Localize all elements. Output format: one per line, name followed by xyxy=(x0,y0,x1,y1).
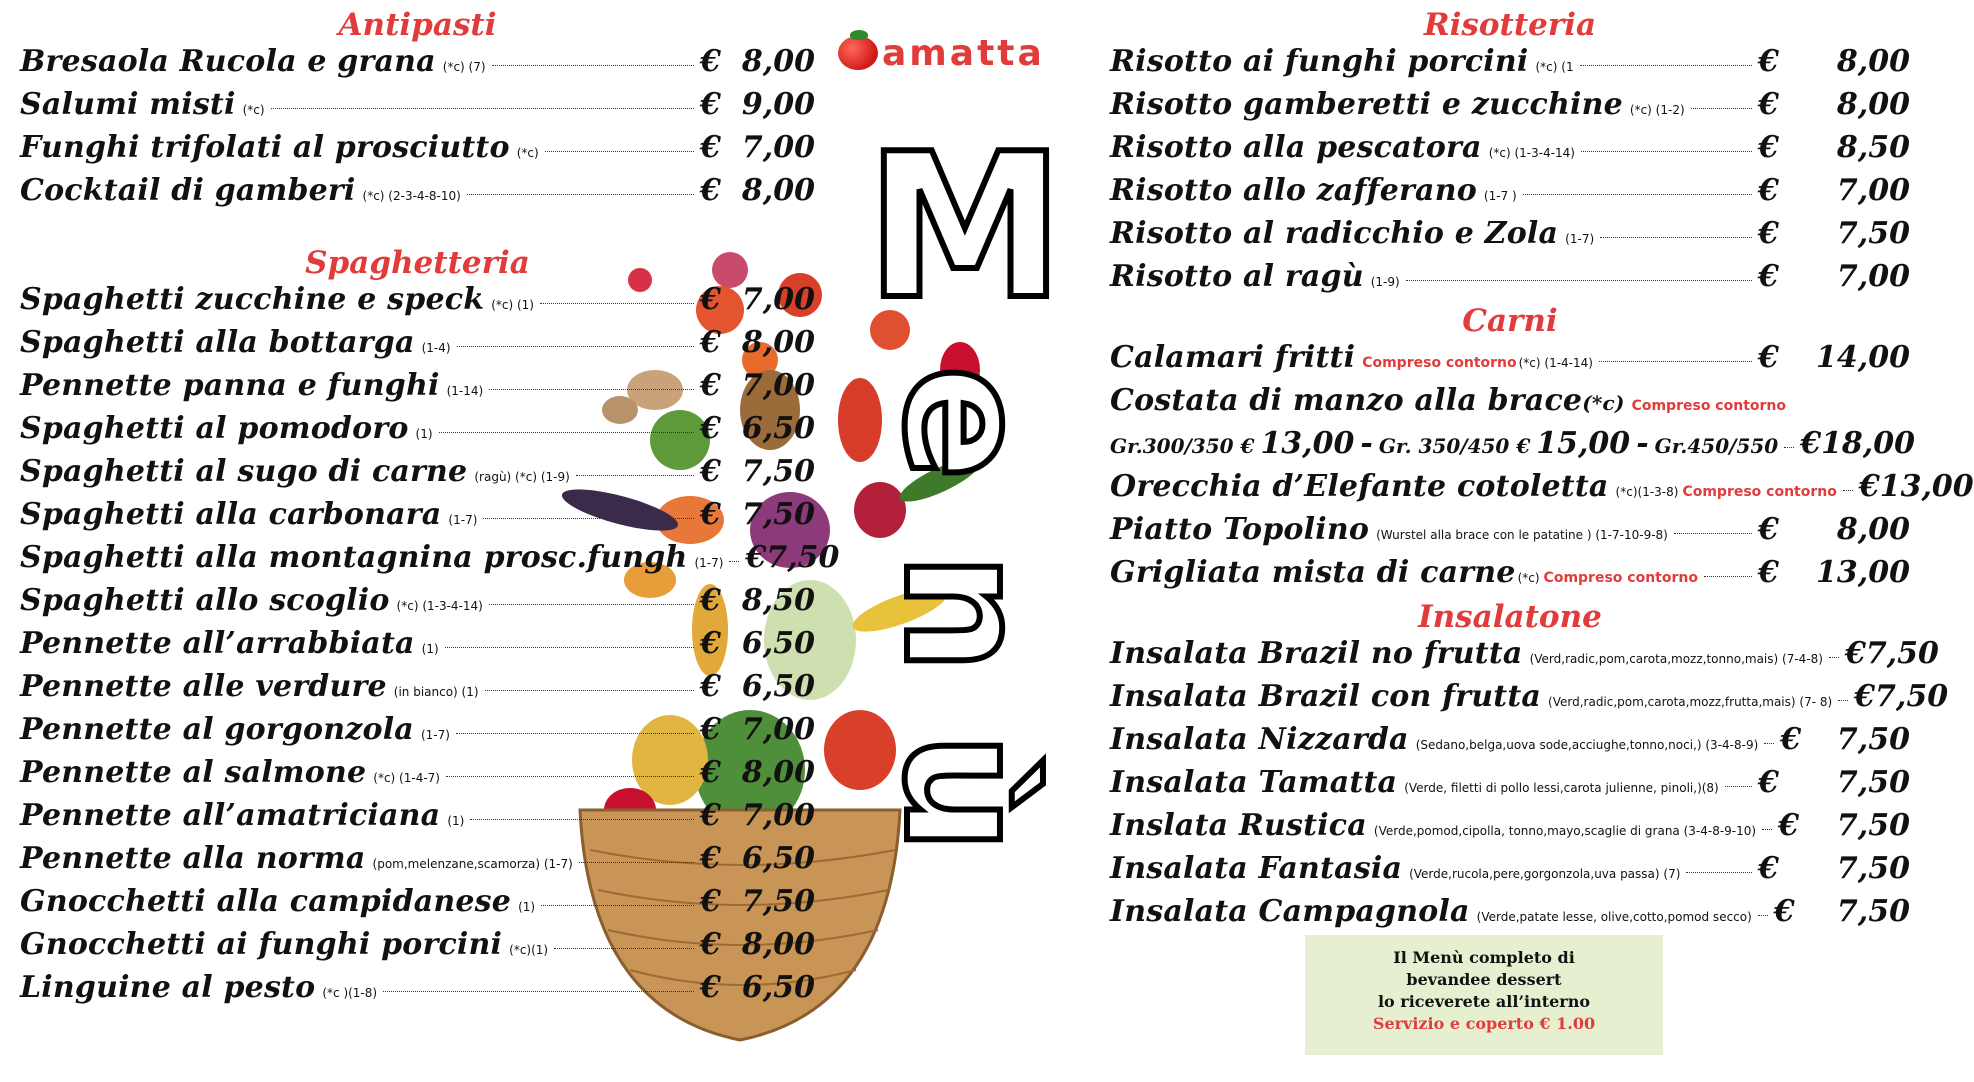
item-price: 6,50 xyxy=(741,626,815,661)
menu-letter: M xyxy=(865,111,1065,344)
dot-leader xyxy=(1406,280,1752,281)
dot-leader xyxy=(1580,65,1752,66)
menu-item xyxy=(1110,679,1949,722)
dot-leader xyxy=(579,862,694,863)
item-note: (*c) (1 xyxy=(1535,60,1574,74)
item-name: Risotto gamberetti e zucchine xyxy=(1110,87,1623,122)
item-note: (*c) (1-3-4-14) xyxy=(1488,146,1575,160)
insalatone-title: Insalatone xyxy=(1418,599,1602,635)
item-red-note: Compreso contorno xyxy=(1682,484,1837,500)
item-price: 18,00 xyxy=(1821,426,1916,461)
item-price: 8,50 xyxy=(741,583,815,618)
item-price: 7,50 xyxy=(741,497,815,532)
item-note: (Verde,pomod,cipolla, tonno,mayo,scaglie di grana (3-4-8-9-10) xyxy=(1373,824,1757,838)
dot-leader xyxy=(1725,786,1752,787)
item-price: 7,50 xyxy=(1875,679,1949,714)
antipasti-list xyxy=(20,44,815,216)
menu-item xyxy=(20,626,815,669)
dot-leader xyxy=(545,151,694,152)
item-currency: € xyxy=(700,173,721,208)
item-note: (Wurstel alla brace con le patatine ) (1-7-10-9-8) xyxy=(1376,528,1668,542)
item-currency: € xyxy=(1758,173,1779,208)
item-name: Insalata Tamatta xyxy=(1110,765,1398,800)
item-currency: € xyxy=(700,884,721,919)
item-note: (1) xyxy=(447,814,465,828)
item-price: 8,00 xyxy=(741,173,815,208)
size-3-label: Gr.450/550 xyxy=(1654,434,1779,458)
dot-leader xyxy=(271,108,694,109)
dot-leader xyxy=(470,819,694,820)
menu-item xyxy=(20,927,815,970)
tomato-icon xyxy=(838,36,878,70)
right-column xyxy=(1110,6,1974,937)
dot-leader xyxy=(1523,194,1752,195)
item-note: (Verde,rucola,pere,gorgonzola,uva passa) (7) xyxy=(1409,867,1681,881)
item-price: 8,00 xyxy=(1836,44,1910,79)
item-note: (Verde,patate lesse, olive,cotto,pomod secco) xyxy=(1476,910,1752,924)
menu-item xyxy=(1110,130,1910,173)
item-name: Spaghetti alla carbonara xyxy=(20,497,442,532)
item-red-note: Compreso contorno xyxy=(1543,570,1698,586)
menu-item xyxy=(20,87,815,130)
item-note: (1-9) xyxy=(1370,275,1400,289)
item-name: Spaghetti al sugo di carne xyxy=(20,454,468,489)
menu-item xyxy=(20,583,815,626)
menu-item xyxy=(1110,173,1910,216)
item-currency: € xyxy=(1758,851,1779,886)
menu-item xyxy=(1110,765,1910,808)
menu-item xyxy=(20,130,815,173)
item-price: 7,00 xyxy=(741,368,815,403)
item-name: Funghi trifolati al prosciutto xyxy=(20,130,510,165)
item-note: (*c)(1-3-8) xyxy=(1615,485,1679,499)
item-price: 7,50 xyxy=(1836,894,1910,929)
item-name: Insalata Nizzarda xyxy=(1110,722,1409,757)
item-name: Pennette all’arrabbiata xyxy=(20,626,415,661)
dot-leader xyxy=(1762,829,1772,830)
item-name: Risotto allo zafferano xyxy=(1110,173,1477,208)
menu-item xyxy=(20,282,815,325)
item-currency: € xyxy=(700,282,721,317)
item-note: (*c) (1) xyxy=(491,298,534,312)
item-price: 7,50 xyxy=(741,454,815,489)
dot-leader xyxy=(1704,576,1752,577)
service-charge: Servizio e coperto € 1.00 xyxy=(1372,1014,1596,1033)
item-note: (in bianco) (1) xyxy=(393,685,479,699)
item-note: (1) xyxy=(518,900,536,914)
item-note: (Sedano,belga,uova sode,acciughe,tonno,noci,) (3-4-8-9) xyxy=(1415,738,1759,752)
item-name: Calamari fritti xyxy=(1110,340,1356,375)
menu-item xyxy=(20,325,815,368)
item-currency: € xyxy=(700,669,721,704)
info-line: lo riceverete all’interno xyxy=(1377,992,1591,1011)
item-currency: € xyxy=(700,325,721,360)
menu-item xyxy=(20,798,815,841)
menu-item xyxy=(20,884,815,927)
item-name: Risotto al radicchio e Zola xyxy=(1110,216,1559,251)
item-name: Costata di manzo alla brace xyxy=(1110,383,1583,418)
item-note: (1-4) xyxy=(421,341,451,355)
item-price: 8,00 xyxy=(1836,87,1910,122)
item-currency: € xyxy=(700,454,721,489)
menu-letter: ù xyxy=(866,732,1064,854)
item-note: (1-7) xyxy=(448,513,478,527)
menu-item xyxy=(1110,469,1974,512)
dot-leader xyxy=(467,194,694,195)
item-price: 6,50 xyxy=(741,841,815,876)
spaghetteria-list xyxy=(20,282,840,1013)
item-name: Gnocchetti alla campidanese xyxy=(20,884,512,919)
item-currency: € xyxy=(700,970,721,1005)
item-note: (*c )(1-8) xyxy=(322,986,378,1000)
item-note: (pom,melenzane,scamorza) (1-7) xyxy=(372,857,573,871)
dot-leader xyxy=(729,561,739,562)
item-note: (ragù) (*c) (1-9) xyxy=(474,470,570,484)
menu-item xyxy=(1110,383,1910,426)
item-currency: € xyxy=(1758,512,1779,547)
antipasti-title: Antipasti xyxy=(338,7,497,43)
menu-item xyxy=(1110,44,1910,87)
item-price: 8,00 xyxy=(1836,512,1910,547)
menu-item xyxy=(20,841,815,884)
dot-leader xyxy=(1758,915,1768,916)
item-currency: € xyxy=(1758,216,1779,251)
dot-leader xyxy=(540,303,694,304)
item-note: (*c) (7) xyxy=(442,60,486,74)
menu-item xyxy=(20,411,815,454)
spaghetteria-title: Spaghetteria xyxy=(305,245,530,281)
item-currency: € xyxy=(700,368,721,403)
risotteria-list xyxy=(1110,44,1910,302)
item-note: (1-7 ) xyxy=(1483,189,1517,203)
item-currency: € xyxy=(1758,130,1779,165)
item-name: Bresaola Rucola e grana xyxy=(20,44,436,79)
size-1-label: Gr.300/350 € xyxy=(1110,434,1255,458)
item-price: 7,50 xyxy=(766,540,840,575)
item-note: (1-7) xyxy=(420,728,450,742)
item-price: 7,50 xyxy=(1836,216,1910,251)
item-note: (*c) xyxy=(1582,391,1625,415)
menu-item xyxy=(1110,808,1910,851)
size-separator: - xyxy=(1636,426,1649,461)
size-separator: - xyxy=(1360,426,1373,461)
item-name: Pennette panna e funghi xyxy=(20,368,440,403)
item-note: (*c) (2-3-4-8-10) xyxy=(362,189,461,203)
item-price: 6,50 xyxy=(741,970,815,1005)
insalatone-list xyxy=(1110,636,1949,937)
item-currency: € xyxy=(1758,87,1779,122)
menu-item xyxy=(1110,894,1910,937)
menu-item xyxy=(20,970,815,1013)
item-red-note: Compreso contorno xyxy=(1631,398,1786,414)
item-note: (1-7) xyxy=(1565,232,1595,246)
item-name: Pennette alle verdure xyxy=(20,669,387,704)
item-note: (*c) (1-3-4-14) xyxy=(396,599,483,613)
menu-item xyxy=(20,540,840,583)
item-currency: € xyxy=(700,626,721,661)
dot-leader xyxy=(439,432,694,433)
dot-leader xyxy=(489,604,694,605)
item-currency: € xyxy=(1758,555,1779,590)
item-price: 9,00 xyxy=(741,87,815,122)
item-name: Piatto Topolino xyxy=(1110,512,1370,547)
item-note: (*c) xyxy=(242,103,265,117)
dot-leader xyxy=(489,389,694,390)
item-currency: € xyxy=(1800,426,1822,461)
item-currency: € xyxy=(700,87,721,122)
dot-leader xyxy=(1829,657,1839,658)
item-name: Spaghetti zucchine e speck xyxy=(20,282,485,317)
item-price: 7,00 xyxy=(1836,173,1910,208)
item-price: 14,00 xyxy=(1816,340,1910,375)
menu-item xyxy=(20,755,815,798)
item-note: (*c)(1) xyxy=(509,943,549,957)
item-currency: € xyxy=(700,130,721,165)
menu-item xyxy=(1110,512,1910,555)
info-box xyxy=(1305,935,1663,1055)
menu-item xyxy=(1110,87,1910,130)
dot-leader xyxy=(1674,533,1752,534)
item-name: Insalata Campagnola xyxy=(1110,894,1470,929)
menu-item xyxy=(20,497,815,540)
item-red-note: Compreso contorno xyxy=(1362,355,1517,371)
dot-leader xyxy=(1838,700,1848,701)
item-price: 8,00 xyxy=(741,325,815,360)
menu-item xyxy=(1110,259,1910,302)
item-currency: € xyxy=(1854,679,1876,714)
item-note: (1) xyxy=(421,642,439,656)
item-name: Insalata Fantasia xyxy=(1110,851,1403,886)
item-currency: € xyxy=(700,841,721,876)
dot-leader xyxy=(541,905,694,906)
dot-leader xyxy=(456,733,694,734)
item-note: (1) xyxy=(415,427,433,441)
logo-text: amatta xyxy=(882,32,1045,74)
menu-letter: e xyxy=(866,365,1064,481)
item-price: 7,00 xyxy=(741,712,815,747)
item-price: 7,00 xyxy=(741,798,815,833)
item-price: 7,00 xyxy=(741,130,815,165)
item-currency: € xyxy=(745,540,767,575)
item-currency: € xyxy=(1773,894,1795,929)
size-2-price: 15,00 xyxy=(1536,426,1631,461)
item-currency: € xyxy=(1858,469,1880,504)
item-price: 8,00 xyxy=(741,44,815,79)
item-currency: € xyxy=(700,712,721,747)
item-currency: € xyxy=(700,44,721,79)
item-price: 7,00 xyxy=(1836,259,1910,294)
size-2-label: Gr. 350/450 € xyxy=(1378,434,1531,458)
item-name: Pennette alla norma xyxy=(20,841,366,876)
dot-leader xyxy=(1581,151,1752,152)
item-price: 7,00 xyxy=(741,282,815,317)
menu-word xyxy=(855,111,1075,878)
dot-leader xyxy=(445,647,694,648)
menu-item xyxy=(1110,555,1910,598)
item-currency: € xyxy=(1778,808,1799,843)
item-name: Pennette al gorgonzola xyxy=(20,712,414,747)
logo xyxy=(838,28,1045,78)
item-name: Grigliata mista di carne xyxy=(1110,555,1516,590)
item-name: Spaghetti al pomodoro xyxy=(20,411,409,446)
info-line: Il Menù completo di xyxy=(1393,948,1575,967)
dot-leader xyxy=(485,690,694,691)
dot-leader xyxy=(1599,361,1752,362)
menu-item xyxy=(20,454,815,497)
menu-item xyxy=(1110,216,1910,259)
item-currency: € xyxy=(1758,340,1779,375)
item-note: (*c) xyxy=(1517,571,1540,585)
item-name: Risotto alla pescatora xyxy=(1110,130,1482,165)
item-currency: € xyxy=(700,497,721,532)
dot-leader xyxy=(1764,743,1774,744)
item-name: Spaghetti alla montagnina prosc.fungh xyxy=(20,540,688,575)
dot-leader xyxy=(446,776,694,777)
menu-item xyxy=(20,669,815,712)
menu-item xyxy=(1110,636,1939,679)
item-note: (*c) (1-2) xyxy=(1629,103,1685,117)
item-name: Spaghetti allo scoglio xyxy=(20,583,390,618)
item-name: Insalata Brazil con frutta xyxy=(1110,679,1542,714)
item-price: 8,50 xyxy=(1836,130,1910,165)
menu-item xyxy=(1110,722,1910,765)
item-price: 7,50 xyxy=(1836,808,1910,843)
item-currency: € xyxy=(700,798,721,833)
dot-leader xyxy=(554,948,694,949)
menu-item xyxy=(20,368,815,411)
item-note: (1-7) xyxy=(694,556,724,570)
dot-leader xyxy=(1686,872,1752,873)
item-name: Linguine al pesto xyxy=(20,970,316,1005)
item-currency: € xyxy=(1758,259,1779,294)
item-price: 6,50 xyxy=(741,669,815,704)
item-name: Insalata Brazil no frutta xyxy=(1110,636,1523,671)
item-name: Salumi misti xyxy=(20,87,236,122)
dot-leader xyxy=(1784,447,1794,448)
item-name: Gnocchetti ai funghi porcini xyxy=(20,927,503,962)
item-price: 8,00 xyxy=(741,927,815,962)
item-name: Pennette all’amatriciana xyxy=(20,798,441,833)
item-price: 13,00 xyxy=(1879,469,1974,504)
info-line: bevandee dessert xyxy=(1406,970,1562,989)
dot-leader xyxy=(1843,490,1853,491)
item-currency: € xyxy=(1844,636,1866,671)
item-note: (1-14) xyxy=(446,384,484,398)
menu-item xyxy=(1110,851,1910,894)
dot-leader xyxy=(1600,237,1752,238)
item-name: Pennette al salmone xyxy=(20,755,367,790)
item-name: Orecchia d’Elefante cotoletta xyxy=(1110,469,1609,504)
item-price: 8,00 xyxy=(741,755,815,790)
menu-item xyxy=(1110,340,1910,383)
menu-item xyxy=(20,44,815,87)
risotteria-title: Risotteria xyxy=(1423,7,1597,43)
item-note: (*c) xyxy=(516,146,539,160)
item-currency: € xyxy=(700,411,721,446)
item-currency: € xyxy=(700,927,721,962)
item-currency: € xyxy=(700,755,721,790)
dot-leader xyxy=(576,475,694,476)
item-note: (Verd,radic,pom,carota,mozz,frutta,mais) (7- 8) xyxy=(1548,695,1833,709)
item-name: Inslata Rustica xyxy=(1110,808,1367,843)
item-price: 7,50 xyxy=(1836,722,1910,757)
item-currency: € xyxy=(700,583,721,618)
item-note: (*c) (1-4-7) xyxy=(373,771,440,785)
item-currency: € xyxy=(1758,44,1779,79)
item-note: (Verde, filetti di pollo lessi,carota julienne, pinoli,)(8) xyxy=(1404,781,1719,795)
item-name: Cocktail di gamberi xyxy=(20,173,356,208)
item-name: Spaghetti alla bottarga xyxy=(20,325,415,360)
menu-item xyxy=(20,712,815,755)
carni-title: Carni xyxy=(1462,303,1558,339)
item-price: 6,50 xyxy=(741,411,815,446)
item-currency: € xyxy=(1780,722,1802,757)
dot-leader xyxy=(483,518,694,519)
item-price: 7,50 xyxy=(1836,765,1910,800)
item-price: 7,50 xyxy=(1836,851,1910,886)
menu-letter: n xyxy=(866,552,1064,674)
menu-item xyxy=(20,173,815,216)
item-note: (*c) (1-4-14) xyxy=(1518,356,1593,370)
dot-leader xyxy=(1691,108,1752,109)
item-name: Risotto ai funghi porcini xyxy=(1110,44,1529,79)
item-currency: € xyxy=(1758,765,1779,800)
left-column xyxy=(20,6,840,1013)
item-note: (Verd,radic,pom,carota,mozz,tonno,mais) (7-4-8) xyxy=(1529,652,1823,666)
dot-leader xyxy=(383,991,694,992)
item-price: 7,50 xyxy=(741,884,815,919)
item-price: 7,50 xyxy=(1865,636,1939,671)
size-1-price: 13,00 xyxy=(1260,426,1355,461)
dot-leader xyxy=(457,346,694,347)
item-price: 13,00 xyxy=(1816,555,1910,590)
item-name: Risotto al ragù xyxy=(1110,259,1364,294)
dot-leader xyxy=(492,65,694,66)
costata-sizes xyxy=(1110,426,1916,469)
